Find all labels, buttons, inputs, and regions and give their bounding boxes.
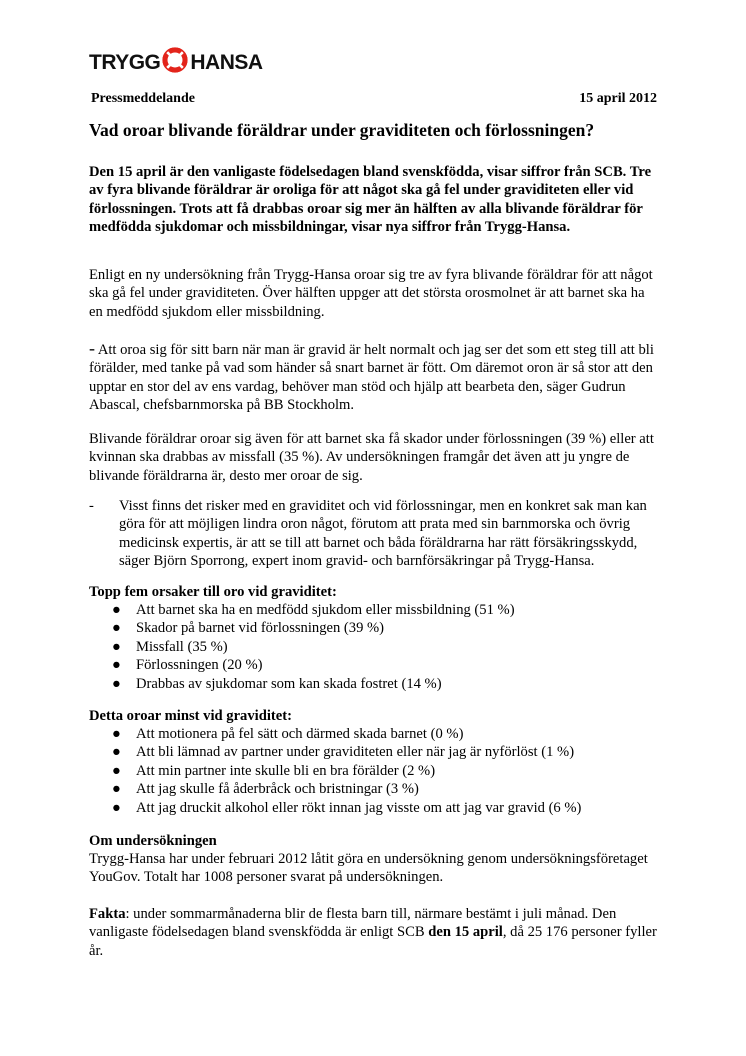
- list-item: ● Att jag skulle få åderbråck och bristningar (3 %): [112, 781, 419, 798]
- list-item: ● Att min partner inte skulle bli en bra förälder (2 %): [112, 762, 436, 779]
- list-item: ● Drabbas av sjukdomar som kan skada fostret (14 %): [112, 675, 442, 692]
- list-item: ● Att jag druckit alkohol eller rökt innan jag visste om att jag var gravid (6 %): [112, 799, 582, 816]
- fakta-label: Fakta: [89, 906, 126, 922]
- bullet: ●: [112, 638, 121, 655]
- dash-marker: -: [89, 338, 95, 358]
- bullet: ●: [112, 744, 121, 761]
- quote-sporrong: [89, 497, 659, 571]
- paragraph-survey: Enligt en ny undersökning från Trygg-Hansa oroar sig tre av fyra blivande föräldrar för att något ska gå fel under graviditeten. Över hälften uppger att det största orosmolnet är att barnet ska ha en medfödd sjukdom eller missbildning.: [89, 267, 653, 320]
- bullet: ●: [112, 781, 121, 798]
- paragraph-quote-abascal: [89, 339, 659, 415]
- list-item: ● Skador på barnet vid förlossningen (39 %): [112, 620, 385, 637]
- bullet: ●: [112, 602, 121, 618]
- fakta-highlight: den 15 april: [428, 924, 503, 941]
- bullet: ●: [112, 620, 121, 637]
- quote-marker: -: [89, 498, 94, 514]
- list-item: ● Missfall (35 %): [112, 638, 228, 655]
- list-item: ● Att motionera på fel sätt och därmed skada barnet (0 %): [112, 726, 464, 742]
- list-item: ● Förlossningen (20 %): [112, 657, 263, 674]
- top-worries-heading: Topp fem orsaker till oro vid graviditet:: [89, 584, 337, 600]
- bullet: ●: [112, 799, 121, 816]
- bullet: ●: [112, 675, 121, 692]
- quote-text: Visst finns det risker med en graviditet och vid förlossningar, men en konkret sak man kan göra för att möjligen lindra oron något, förutom att prata med sin barnmorska och övrig medicinsk expertis, är att se till att barnet och båda föräldrarna har rätt försäkringsskydd, säger Björn Sporrong, expert inom gravid- och barnförsäkringar på Trygg-Hansa.: [119, 498, 647, 570]
- bullet: ●: [112, 657, 121, 674]
- list-item: ● Att barnet ska ha en medfödd sjukdom eller missbildning (51 %): [112, 602, 515, 618]
- top-worries-list: [89, 601, 515, 693]
- press-release-meta: [91, 91, 657, 107]
- least-worries-list: [89, 725, 581, 817]
- logo-text-right: HANSA: [190, 51, 263, 74]
- bullet: ●: [112, 762, 121, 779]
- trygg-hansa-logo: [89, 50, 263, 76]
- bullet: ●: [112, 726, 121, 742]
- least-worries-heading: Detta oroar minst vid graviditet:: [89, 708, 292, 724]
- fakta-paragraph: Fakta: under sommarmånaderna blir de flesta barn till, närmare bestämt i juli månad. Den vanligaste födelsedagen bland svenskfödda är enligt SCB den 15 april, då 25 176 personer fyller år.: [89, 906, 657, 959]
- document-title: Vad oroar blivande föräldrar under graviditeten och förlossningen?: [89, 120, 595, 140]
- paragraph-quote-text: Att oroa sig för sitt barn när man är gravid är helt normalt och jag ser det som ett steg till att bli förälder, med tanke på vad som händer så snart barnet är fött. Om däremot oron är så stor att den upptar en stor del av ens vardag, behöver man stöd och hjälp att bearbeta den, säger Gudrun Abascal, chefsbarnmorska på BB Stockholm.: [89, 342, 654, 414]
- lede-paragraph: Den 15 april är den vanligaste födelsedagen bland svenskfödda, visar siffror från SCB. Tre av fyra blivande föräldrar är oroliga för att något ska gå fel under graviditeten eller vid förlossningen. Trots att få drabbas oroar sig mer än hälften av alla blivande föräldrar för medfödda sjukdomar och missbildningar, visar nya siffror från Trygg-Hansa.: [89, 164, 652, 236]
- lifebuoy-icon: [162, 47, 188, 79]
- release-date: 15 april 2012: [579, 91, 657, 106]
- about-survey-text: Trygg-Hansa har under februari 2012 låtit göra en undersökning genom undersökningsföretaget YouGov. Totalt har 1008 personer svarat på undersökningen.: [89, 851, 648, 886]
- list-item: ● Att bli lämnad av partner under graviditeten eller när jag är nyförlöst (1 %): [112, 744, 575, 761]
- document-type: Pressmeddelande: [91, 91, 195, 106]
- logo-text-left: TRYGG: [89, 51, 161, 74]
- about-survey-heading: Om undersökningen: [89, 833, 217, 849]
- paragraph-worries: Blivande föräldrar oroar sig även för att barnet ska få skador under förlossningen (39 %) eller att kvinnan ska drabbas av missfall (35 %). Av undersökningen framgår det även att ju yngre de blivande föräldrarna är, desto mer oroar de sig.: [89, 431, 654, 484]
